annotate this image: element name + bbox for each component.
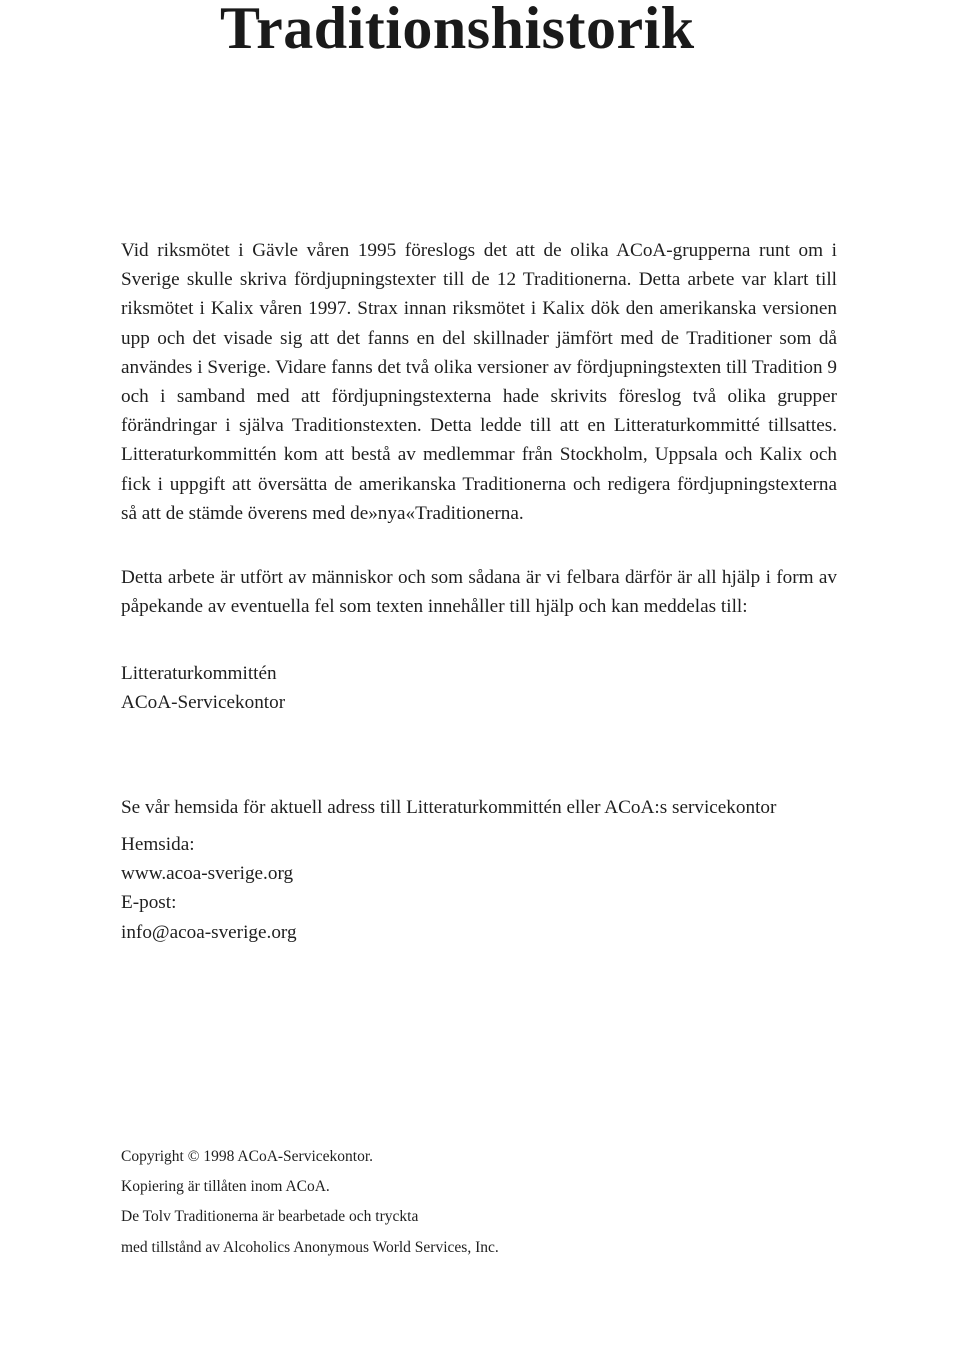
web-contact-block bbox=[121, 830, 297, 947]
adaptation-line: De Tolv Traditionerna är bearbetade och tryckta bbox=[121, 1208, 419, 1226]
email-address: info@acoa-sverige.org bbox=[121, 921, 297, 943]
contact-block bbox=[121, 659, 285, 717]
website-url: www.acoa-sverige.org bbox=[121, 863, 294, 885]
copyright-block bbox=[121, 1142, 499, 1263]
email-label: E-post: bbox=[121, 892, 177, 914]
history-paragraph: Vid riksmötet i Gävle våren 1995 föreslogs det att de olika ACoA-grupperna runt om i Sverige skulle skriva fördjupningstexter till de 12 Traditionerna. Detta arbete var klart till riksmötet i Kalix våren 1997. Strax innan riksmötet i Kalix dök den amerikanska versionen upp och det visade sig att det fanns en del skillnader jämfört med de Traditioner som då användes i Sverige. Vidare fanns det två olika versioner av fördjupningstexten till Tradition 9 och i samband med att fördjupningstexterna hade skrivits föreslog två olika grupper förändringar i själva Traditionstexten. Detta ledde till att en Litteraturkommitté tillsattes. Litteraturkommittén kom att bestå av medlemmar från Stockholm, Uppsala och Kalix och fick i uppgift att översätta de amerikanska Traditionerna och redigera fördjupningstexterna så att de stämde överens med de»nya«Traditionerna. bbox=[121, 240, 837, 524]
website-note: Se vår hemsida för aktuell adress till Litteraturkommittén eller ACoA:s servicekontor bbox=[121, 797, 777, 818]
permission-source-line: med tillstånd av Alcoholics Anonymous World Services, Inc. bbox=[121, 1238, 499, 1256]
feedback-paragraph: Detta arbete är utfört av människor och som sådana är vi felbara därför är all hjälp i form av påpekande av eventuella fel som texten innehåller till hjälp och kan meddelas till: bbox=[121, 567, 837, 618]
copy-permission-line: Kopiering är tillåten inom ACoA. bbox=[121, 1178, 330, 1196]
page-title: Traditionshistorik bbox=[220, 0, 695, 61]
copyright-line: Copyright © 1998 ACoA-Servicekontor. bbox=[121, 1148, 374, 1165]
website-label: Hemsida: bbox=[121, 834, 195, 855]
contact-line-office: ACoA-Servicekontor bbox=[121, 692, 286, 714]
contact-line-committee: Litteraturkommittén bbox=[121, 663, 277, 684]
